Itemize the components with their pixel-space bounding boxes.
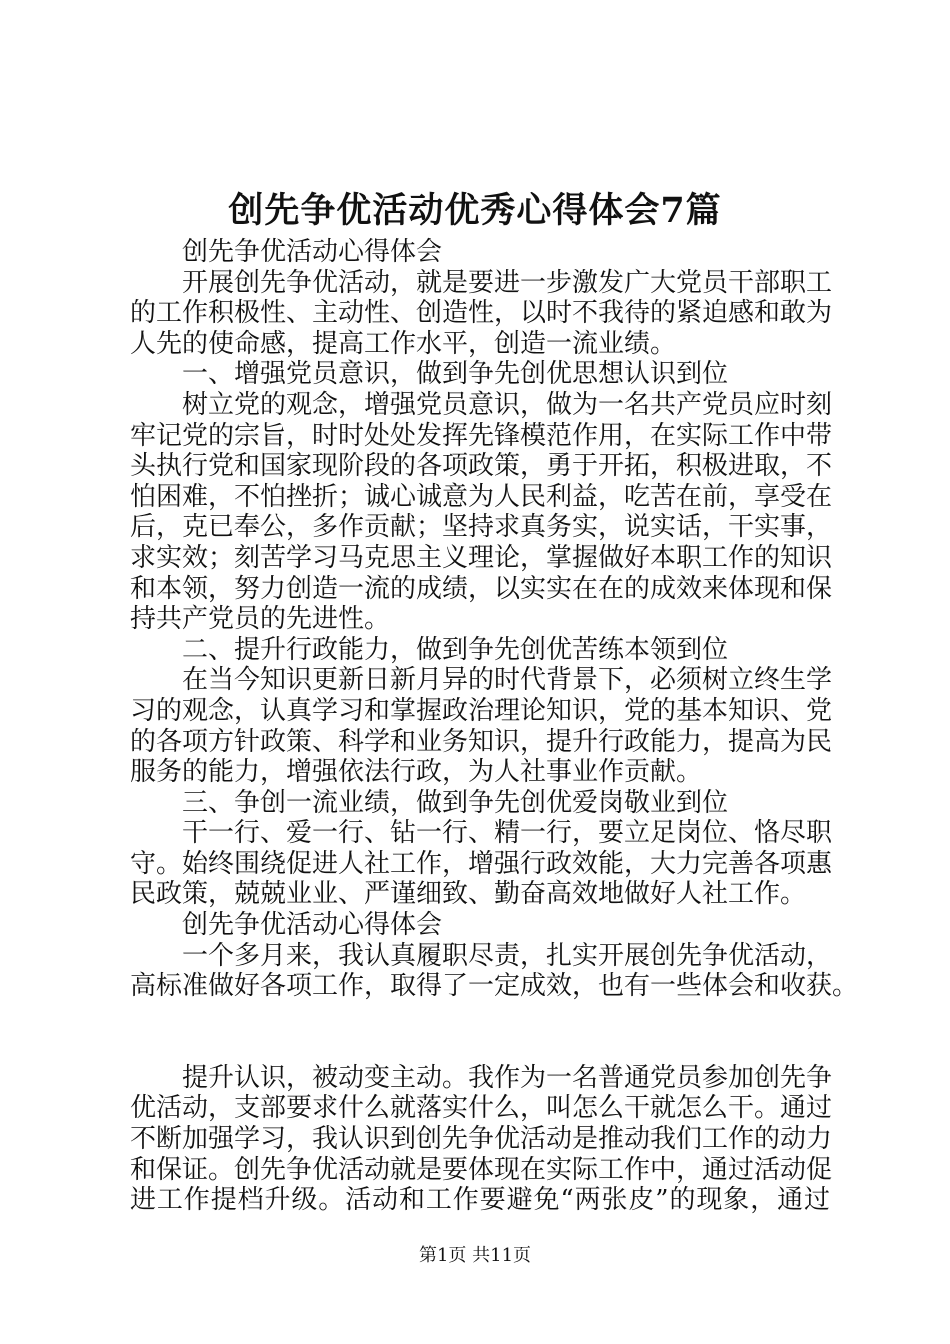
blank-line bbox=[130, 1002, 830, 1063]
text-line: 服务的能力，增强依法行政，为人社事业作贡献。 bbox=[130, 757, 703, 788]
text-line: 守。始终围绕促进人社工作，增强行政效能，大力完善各项惠 bbox=[130, 848, 833, 879]
text-line: 后，克已奉公，多作贡献；坚持求真务实，说实话，干实事， bbox=[130, 512, 833, 543]
text-line: 创先争优活动心得体会 bbox=[182, 237, 443, 267]
text-line: 不断加强学习，我认识到创先争优活动是推动我们工作的动力 bbox=[130, 1124, 833, 1155]
text-line: 持共产党员的先进性。 bbox=[130, 604, 391, 635]
document-title: 创先争优活动优秀心得体会7篇 bbox=[228, 190, 722, 231]
text-line: 三、争创一流业绩，做到争先创优爱岗敬业到位 bbox=[182, 787, 729, 818]
page-footer: 第1页 共11页 bbox=[418, 1245, 532, 1266]
text-line: 的工作积极性、主动性、创造性，以时不我待的紧迫感和敢为 bbox=[130, 298, 833, 329]
text-line: 高标准做好各项工作，取得了一定成效，也有一些体会和收获。 bbox=[130, 971, 859, 1002]
text-line: 人先的使命感，提高工作水平，创造一流业绩。 bbox=[130, 328, 677, 359]
text-line: 头执行党和国家现阶段的各项政策，勇于开拓，积极进取，不 bbox=[130, 451, 833, 482]
text-line: 牢记党的宗旨，时时处处发挥先锋模范作用，在实际工作中带 bbox=[130, 420, 833, 451]
text-line: 提升认识，被动变主动。我作为一名普通党员参加创先争 bbox=[182, 1062, 833, 1093]
text-line: 习的观念，认真学习和掌握政治理论知识，党的基本知识、党 bbox=[130, 695, 833, 726]
text-line: 和保证。创先争优活动就是要体现在实际工作中，通过活动促 bbox=[130, 1154, 833, 1185]
text-line: 优活动，支部要求什么就落实什么，叫怎么干就怎么干。通过 bbox=[130, 1093, 833, 1124]
text-line: 民政策，兢兢业业、严谨细致、勤奋高效地做好人社工作。 bbox=[130, 879, 807, 910]
text-line: 的各项方针政策、科学和业务知识，提升行政能力，提高为民 bbox=[130, 726, 833, 757]
text-line: 创先争优活动心得体会 bbox=[182, 910, 443, 941]
text-line: 求实效；刻苦学习马克思主义理论，掌握做好本职工作的知识 bbox=[130, 542, 833, 573]
text-line: 怕困难，不怕挫折；诚心诚意为人民利益，吃苦在前，享受在 bbox=[130, 481, 833, 512]
text-line: 二、提升行政能力，做到争先创优苦练本领到位 bbox=[182, 634, 729, 665]
text-line: 干一行、爱一行、钻一行、精一行，要立足岗位、恪尽职 bbox=[182, 818, 833, 849]
text-line: 在当今知识更新日新月异的时代背景下，必须树立终生学 bbox=[182, 665, 833, 696]
text-line: 和本领，努力创造一流的成绩，以实实在在的成效来体现和保 bbox=[130, 573, 833, 604]
text-line: 一个多月来，我认真履职尽责，扎实开展创先争优活动， bbox=[182, 940, 833, 971]
text-line: 开展创先争优活动，就是要进一步激发广大党员干部职工 bbox=[182, 267, 833, 298]
text-line: 树立党的观念，增强党员意识，做为一名共产党员应时刻 bbox=[182, 389, 833, 420]
text-line: 一、增强党员意识，做到争先创优思想认识到位 bbox=[182, 359, 729, 390]
document-body bbox=[130, 237, 859, 1216]
text-line: 进工作提档升级。活动和工作要避免“两张皮”的现象，通过 bbox=[130, 1185, 830, 1216]
